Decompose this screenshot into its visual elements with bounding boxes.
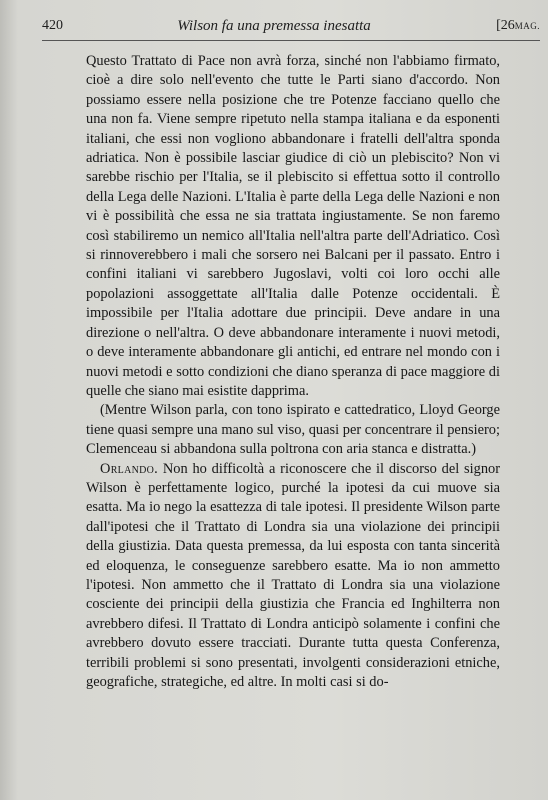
- page-number: 420: [42, 18, 63, 33]
- paragraph-text: Questo Trattato di Pace non avrà forza, sinché non l'abbiamo firmato, cioè a dire solo nell'evento che tutte le Parti siano d'accordo. Non possiamo essere nella posizione che tre Potenze facciano quello che una non fa. Viene sempre ripetuto nella stampa italiana e da esponenti italiani, che essi non vogliono abbandonare i fratelli dell'altra sponda adriatica. Non è possibile lasciar giudice di ciò un plebiscito? Non vi sarebbe rischio per l'Italia, se il plebiscito si effettua sotto il controllo della Lega delle Nazioni. L'Italia è parte della Lega delle Nazioni e non vi è possibilità che essa ne sia trattata ingiustamente. Se non faremo così stabiliremo un nemico all'Italia nell'altra parte dell'Adriatico. Così si rinnoverebbero i mali che sorsero nei Balcani per il passato. Entro i confini italiani vi sarebbero Jugoslavi, volti coi loro occhi alle popolazioni assoggettate all'Italia dalle Potenze occidentali. È impossibile per l'Italia adottare due principii. Deve andare in una direzione o nell'altra. O deve abbandonare interamente i nuovi metodi, o deve interamente abbandonare gli antichi, ed entrare nel mondo con i nuovi metodi e sotto condizioni che diano speranza di pace maggiore di quelle che siano mai esistite dapprima.: [86, 53, 500, 399]
- paragraph-text: Non ho difficoltà a riconoscere che il discorso del signor Wilson è perfettamente logico, purché la ipotesi da cui muove sia esatta. Ma io nego la esattezza di tale ipotesi. Il presidente Wilson parte dall'ipotesi che il Trattato di Londra sia una violazione dei principii della giustizia. Data questa premessa, da lui esposta con tanta sincerità ed eloquenza, le conseguenze sarebbero esatte. Ma io non ammetto l'ipotesi. Non ammetto che il Trattato di Londra sia una violazione cosciente dei principii della giustizia che Francia ed Inghilterra non avrebbero difesi. Il Trattato di Londra anticipò solamente i confini che avrebbero dovuto essere tracciati. Durante tutta questa Conferenza, terribili problemi si sono presentati, involgenti considerazioni etniche, geografiche, strategiche, ed altre. In molti casi si do-: [86, 460, 500, 690]
- paragraph-text: (Mentre Wilson parla, con tono ispirato e cattedratico, Lloyd George tiene quasi sempre una mano sul viso, quasi per concentrare il pensiero; Clemenceau si abbandona sulla poltrona con aria stanca e distratta.): [86, 402, 500, 458]
- date-reference: [496, 18, 540, 34]
- running-title: Wilson fa una premessa inesatta: [177, 18, 371, 34]
- speaker-name: Orlando.: [100, 460, 159, 477]
- date-day: [26: [496, 18, 515, 33]
- date-month: MAG.: [514, 21, 540, 31]
- paragraph-wilson-speech: [86, 52, 500, 401]
- page-body: [86, 52, 500, 692]
- header-rule: [42, 40, 540, 41]
- paragraph-stage-direction: [86, 401, 500, 459]
- paragraph-orlando-speech: [86, 460, 500, 693]
- running-head: [0, 16, 548, 38]
